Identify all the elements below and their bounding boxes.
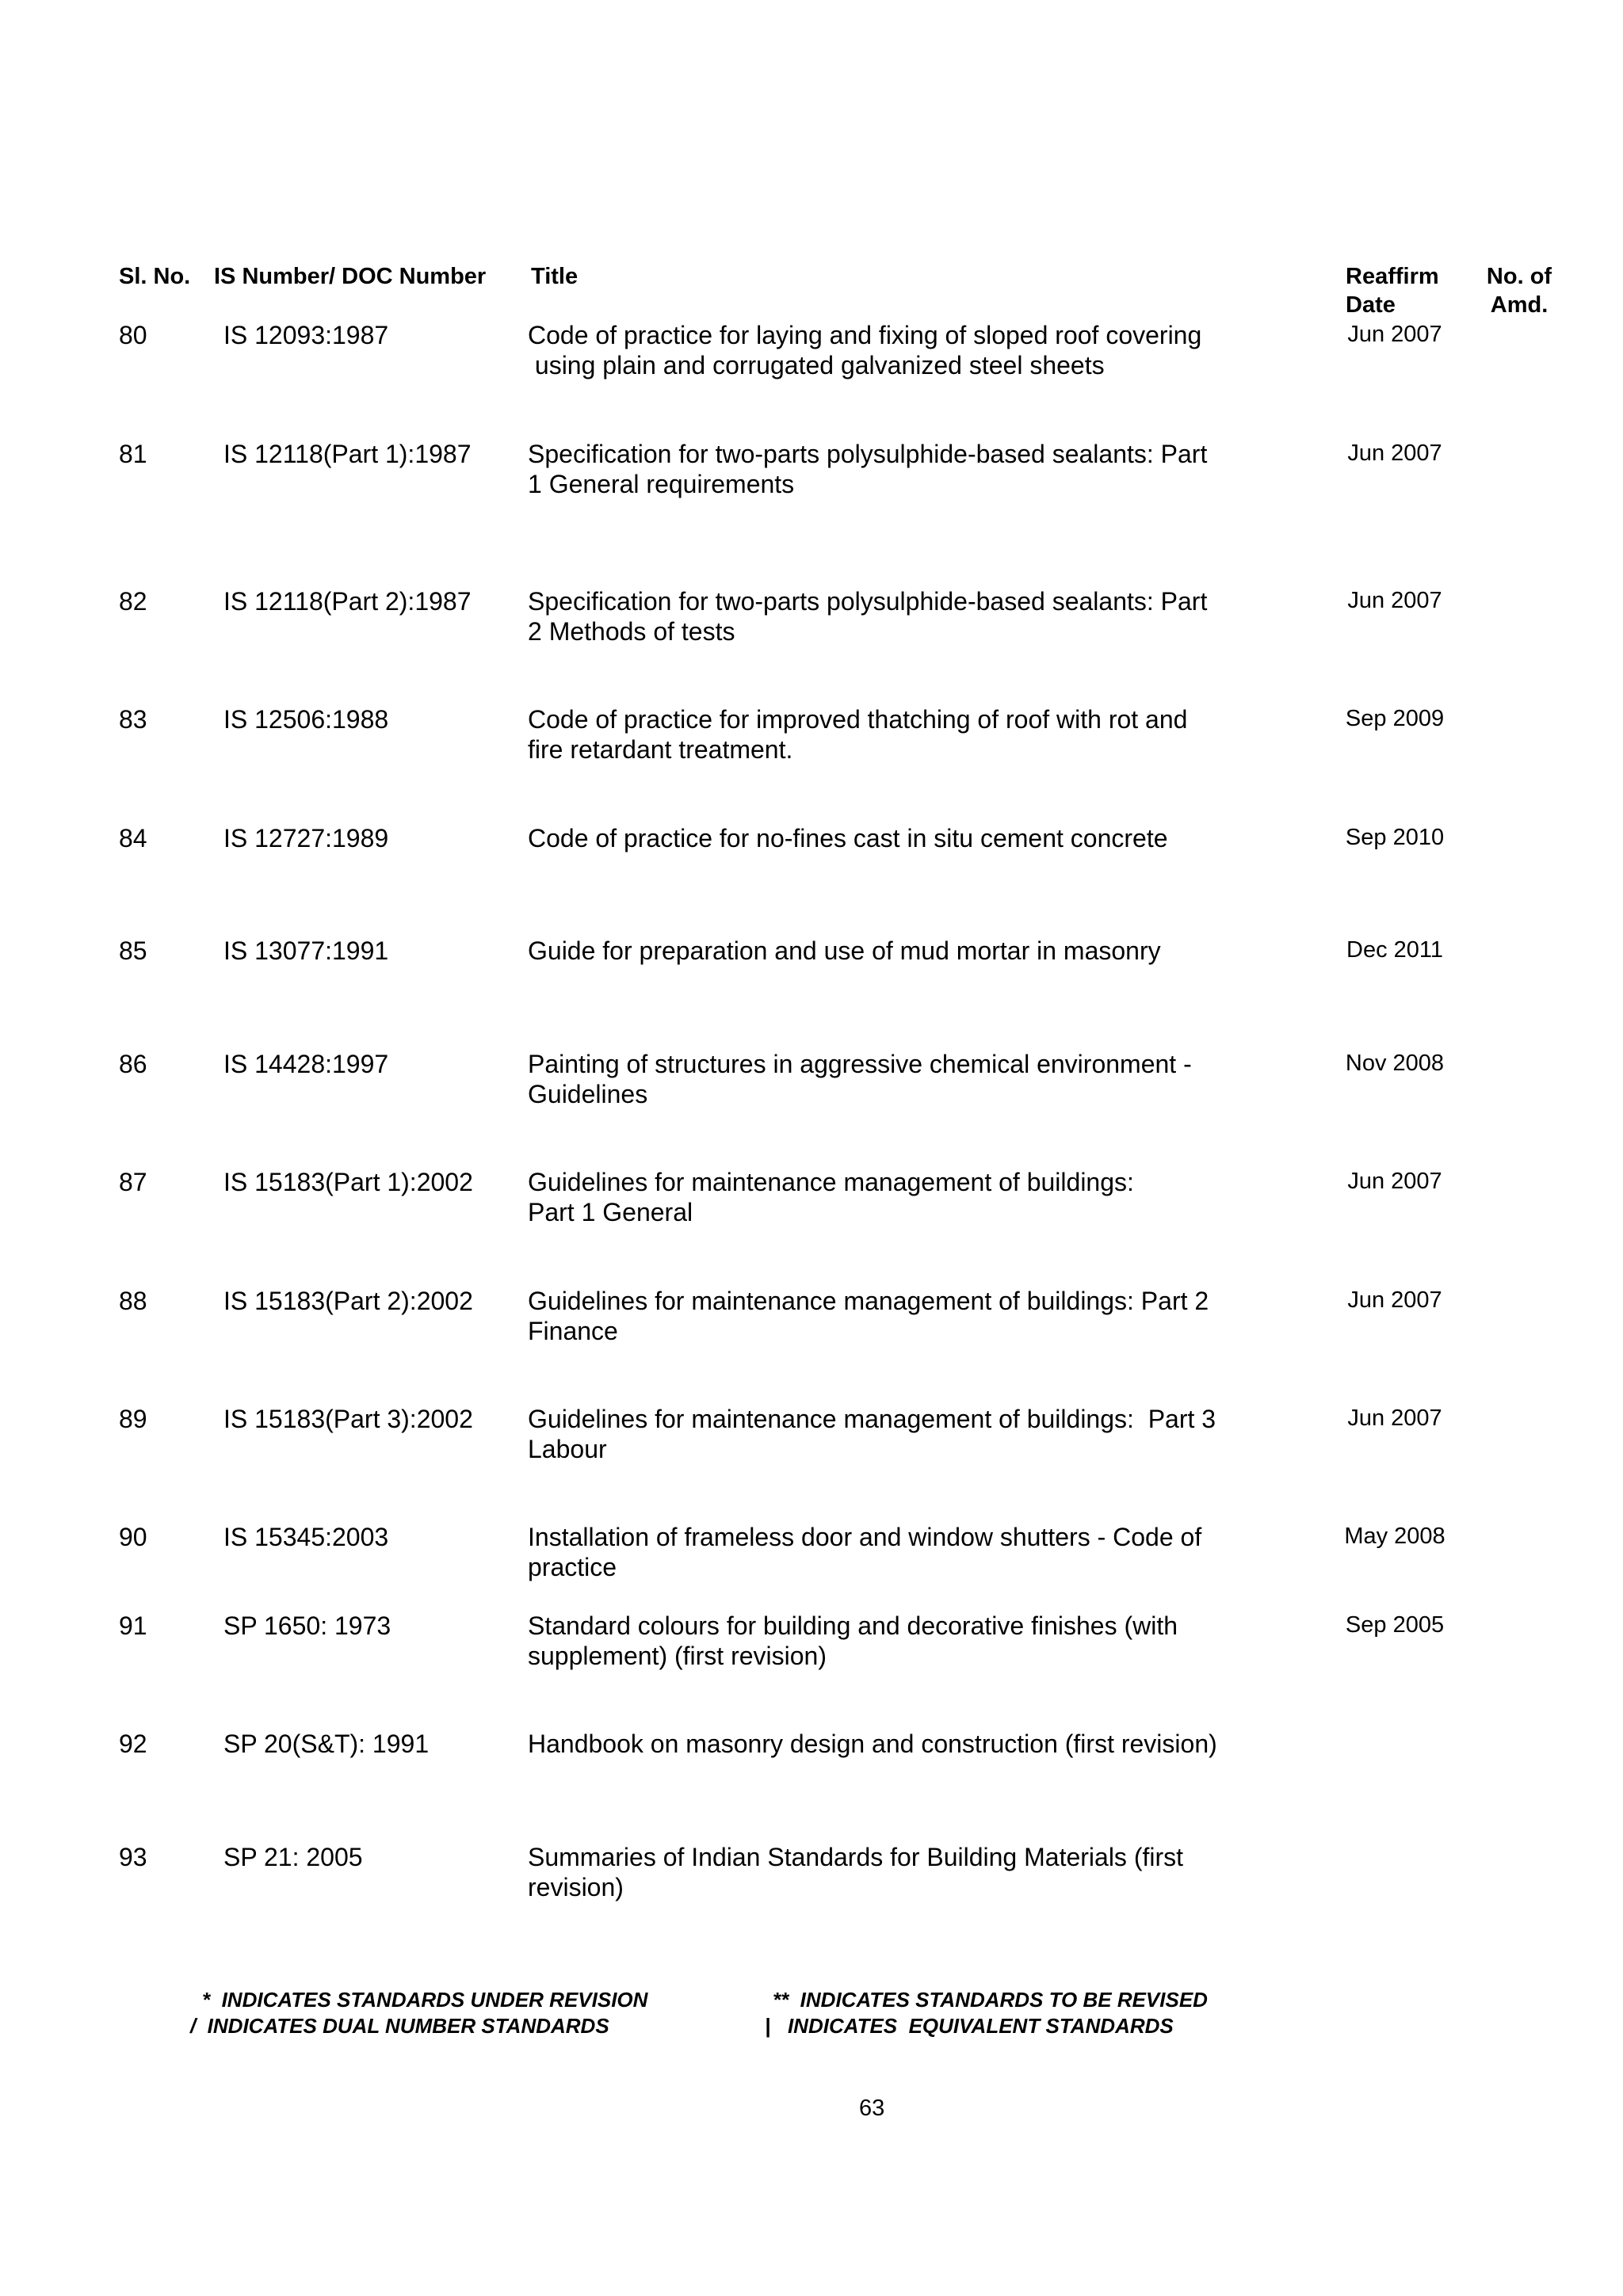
is-number-cell: IS 12727:1989 xyxy=(223,824,389,852)
is-number-cell: SP 20(S&T): 1991 xyxy=(223,1730,430,1758)
reaffirm-date-cell: Dec 2011 xyxy=(1346,937,1443,963)
header-sl-no: Sl. No. xyxy=(119,264,191,289)
title-line-1: Summaries of Indian Standards for Building Materials (first xyxy=(528,1843,1184,1871)
sl-no-cell: 81 xyxy=(119,440,147,468)
reaffirm-date-cell: May 2008 xyxy=(1344,1524,1445,1549)
page-number: 63 xyxy=(859,2096,885,2121)
title-cell xyxy=(528,936,1273,966)
sl-no-cell: 92 xyxy=(119,1730,147,1758)
sl-no-cell: 86 xyxy=(119,1050,147,1078)
title-line-1: Specification for two-parts polysulphide-based sealants: Part xyxy=(528,587,1208,616)
is-number-cell: IS 15183(Part 3):2002 xyxy=(223,1405,473,1433)
is-number-cell: IS 12118(Part 1):1987 xyxy=(223,440,472,468)
title-cell xyxy=(528,1286,1273,1346)
is-number-cell: IS 12118(Part 2):1987 xyxy=(223,587,472,616)
title-cell xyxy=(528,320,1273,380)
title-line-1: Installation of frameless door and window shutters - Code of xyxy=(528,1523,1202,1551)
header-title: Title xyxy=(531,264,579,289)
title-line-2: practice xyxy=(528,1553,617,1581)
reaffirm-date-cell: Sep 2010 xyxy=(1345,825,1445,850)
sl-no-cell: 87 xyxy=(119,1168,147,1196)
title-line-1: Specification for two-parts polysulphide-based sealants: Part xyxy=(528,440,1208,468)
is-number-cell: IS 14428:1997 xyxy=(223,1050,389,1078)
sl-no-cell: 90 xyxy=(119,1523,147,1551)
title-line-2: 2 Methods of tests xyxy=(528,617,735,646)
is-number-cell: IS 15183(Part 1):2002 xyxy=(223,1168,473,1196)
title-cell xyxy=(528,1611,1273,1671)
title-line-2: supplement) (first revision) xyxy=(528,1642,827,1670)
title-line-2: using plain and corrugated galvanized steel sheets xyxy=(528,351,1105,379)
title-line-2: fire retardant treatment. xyxy=(528,735,793,764)
title-cell xyxy=(528,1842,1273,1902)
reaffirm-date-cell: Nov 2008 xyxy=(1345,1051,1445,1076)
title-cell xyxy=(528,1049,1273,1109)
reaffirm-date-cell: Sep 2005 xyxy=(1345,1612,1445,1638)
sl-no-cell: 88 xyxy=(119,1287,147,1315)
sl-no-cell: 93 xyxy=(119,1843,147,1871)
reaffirm-date-cell: Sep 2009 xyxy=(1345,706,1445,731)
reaffirm-date-cell: Jun 2007 xyxy=(1347,322,1442,347)
legend-dual-number: / INDICATES DUAL NUMBER STANDARDS xyxy=(190,2014,609,2038)
legend-equivalent: | INDICATES EQUIVALENT STANDARDS xyxy=(765,2014,1174,2038)
sl-no-cell: 83 xyxy=(119,705,147,734)
title-line-2: Labour xyxy=(528,1435,607,1463)
title-cell xyxy=(528,1167,1273,1227)
title-cell xyxy=(528,704,1273,765)
header-is-number: IS Number/ DOC Number xyxy=(214,264,487,289)
title-cell xyxy=(528,1404,1273,1464)
is-number-cell: IS 13077:1991 xyxy=(223,936,389,965)
title-cell xyxy=(528,823,1273,853)
title-line-2: Guidelines xyxy=(528,1080,648,1108)
header-no-of-amd: No. of Amd. xyxy=(1486,264,1552,318)
title-line-1: Standard colours for building and decorative finishes (with xyxy=(528,1611,1178,1640)
sl-no-cell: 91 xyxy=(119,1611,147,1640)
legend-to-be-revised: ** INDICATES STANDARDS TO BE REVISED xyxy=(773,1988,1208,2012)
title-line-1: Painting of structures in aggressive chemical environment - xyxy=(528,1050,1192,1078)
is-number-cell: IS 12506:1988 xyxy=(223,705,389,734)
title-cell xyxy=(528,1522,1273,1582)
title-line-1: Code of practice for laying and fixing of sloped roof covering xyxy=(528,321,1202,349)
reaffirm-date-cell: Jun 2007 xyxy=(1347,588,1442,613)
is-number-cell: SP 21: 2005 xyxy=(223,1843,363,1871)
reaffirm-date-cell: Jun 2007 xyxy=(1347,1169,1442,1194)
title-line-2: Finance xyxy=(528,1317,618,1345)
title-cell xyxy=(528,439,1273,499)
is-number-cell: SP 1650: 1973 xyxy=(223,1611,391,1640)
is-number-cell: IS 15345:2003 xyxy=(223,1523,389,1551)
title-cell xyxy=(528,1729,1273,1759)
title-line-1: Code of practice for no-fines cast in situ cement concrete xyxy=(528,824,1168,852)
reaffirm-date-cell: Jun 2007 xyxy=(1347,441,1442,466)
title-line-1: Guidelines for maintenance management of buildings: Part 2 xyxy=(528,1287,1209,1315)
is-number-cell: IS 12093:1987 xyxy=(223,321,389,349)
is-number-cell: IS 15183(Part 2):2002 xyxy=(223,1287,473,1315)
reaffirm-date-cell: Jun 2007 xyxy=(1347,1287,1442,1313)
reaffirm-date-cell: Jun 2007 xyxy=(1347,1405,1442,1431)
sl-no-cell: 80 xyxy=(119,321,147,349)
header-reaffirm-date: Reaffirm Date xyxy=(1346,264,1439,318)
title-line-1: Handbook on masonry design and construction (first revision) xyxy=(528,1730,1217,1758)
title-line-1: Code of practice for improved thatching of roof with rot and xyxy=(528,705,1188,734)
title-line-2: Part 1 General xyxy=(528,1198,693,1226)
title-line-1: Guidelines for maintenance management of buildings: xyxy=(528,1168,1134,1196)
legend-under-revision: * INDICATES STANDARDS UNDER REVISION xyxy=(202,1988,648,2012)
sl-no-cell: 89 xyxy=(119,1405,147,1433)
title-cell xyxy=(528,586,1273,646)
title-line-2: 1 General requirements xyxy=(528,470,795,498)
sl-no-cell: 84 xyxy=(119,824,147,852)
title-line-1: Guidelines for maintenance management of buildings: Part 3 xyxy=(528,1405,1216,1433)
title-line-2: revision) xyxy=(528,1873,624,1901)
sl-no-cell: 82 xyxy=(119,587,147,616)
sl-no-cell: 85 xyxy=(119,936,147,965)
title-line-1: Guide for preparation and use of mud mortar in masonry xyxy=(528,936,1161,965)
